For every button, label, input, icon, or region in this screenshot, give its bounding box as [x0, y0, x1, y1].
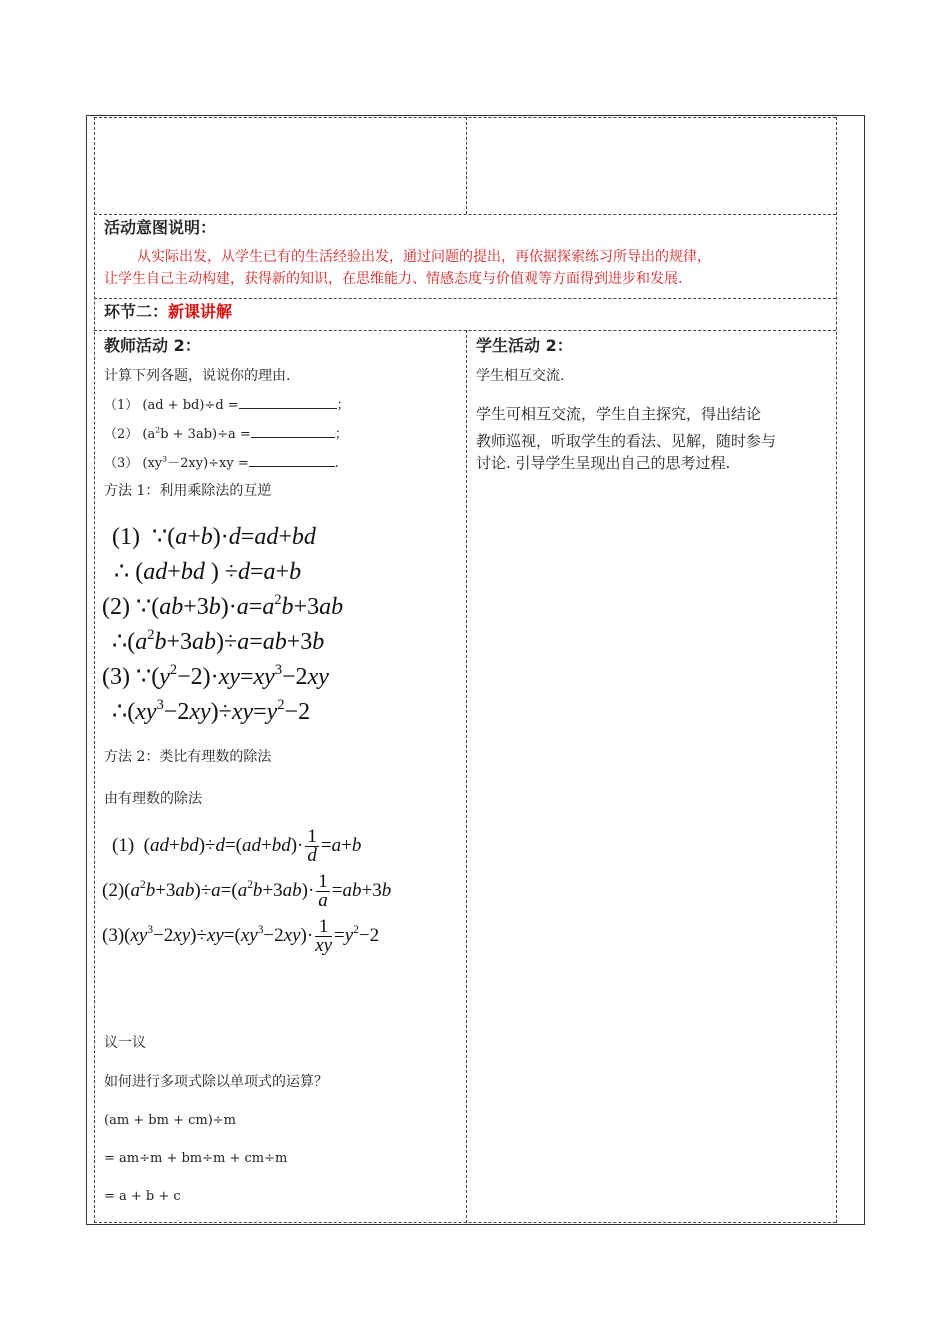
formula-m1-3a: (3) $\because(y^2-2)\cdot xy=xy^3-2xy$: [102, 661, 329, 690]
question-2-sup: 2: [155, 425, 161, 435]
question-3-text-b: －2xy)÷xy =: [167, 456, 249, 471]
answer-blank-3[interactable]: [249, 454, 335, 467]
student-line-2: 学生可相互交流，学生自主探究，得出结论: [476, 405, 762, 423]
inner-left-dash: [94, 117, 95, 1223]
question-3-text-a: （3） (xy: [104, 456, 163, 471]
method-2-label: 方法 2：类比有理数的除法: [104, 749, 272, 765]
formula-m1-1b: ∴ (ad+bd ) ÷d=a+b: [114, 559, 302, 585]
student-heading: 学生活动 2：: [476, 336, 573, 355]
table-right-border: [864, 115, 865, 1225]
question-3-sup: 3: [162, 454, 168, 464]
inner-right-dash: [836, 117, 837, 1223]
answer-blank-2[interactable]: [251, 425, 335, 438]
formula-m1-2b: $\therefore(a^2b+3ab)\div a=ab+3b$: [112, 626, 325, 655]
derivation-step-3: = a + b + c: [104, 1189, 181, 1204]
formula-m1-3b: $\therefore(xy^3-2xy)\div xy=y^2-2$: [112, 696, 311, 725]
answer-blank-1[interactable]: [239, 396, 337, 409]
section-label: [104, 303, 232, 321]
teacher-intro: 计算下列各题，说说你的理由.: [104, 368, 291, 384]
question-1-end: ；: [336, 398, 350, 413]
table-left-border: [86, 115, 87, 1225]
row1-divider: [466, 117, 467, 214]
question-2-text-a: （2） (a: [104, 427, 156, 442]
discuss-label: 议一议: [104, 1035, 146, 1051]
teacher-heading: 教师活动 2：: [104, 336, 201, 355]
by-rational-label: 由有理数的除法: [104, 791, 202, 807]
formula-m1-1a: (1) ∵(a+b)·d=ad+bd: [112, 524, 316, 550]
formula-m2-3: $(3)(xy^3-2xy)\div xy=(xy^3-2xy)\cdot$ $\frac{1}{xy}$ $=y^2-2$: [102, 916, 380, 956]
section-title: 新课讲解: [168, 302, 233, 321]
student-line-1: 学生相互交流.: [476, 368, 565, 384]
method-1-label: 方法 1：利用乘除法的互逆: [104, 483, 272, 499]
row1-top: [94, 117, 836, 118]
student-line-3: 教师巡视，听取学生的看法、见解，随时参与: [476, 432, 777, 450]
row2-top: [94, 214, 836, 215]
question-2: [104, 425, 348, 444]
question-1-text: （1） (ad + bd)÷d =: [104, 398, 239, 413]
row4-divider: [466, 330, 467, 1223]
question-3: [104, 454, 339, 473]
student-line-4: 讨论. 引导学生呈现出自己的思考过程.: [476, 454, 731, 472]
table-bottom-border: [86, 1224, 865, 1225]
activity-intent-line1: 从实际出发，从学生已有的生活经验出发，通过问题的提出，再依据探索练习所导出的规律，: [137, 249, 711, 265]
question-3-end: .: [334, 456, 339, 471]
question-2-text-b: b + 3ab)÷a =: [160, 427, 251, 442]
discuss-question: 如何进行多项式除以单项式的运算？: [104, 1074, 328, 1090]
row4-top: [94, 330, 836, 331]
question-2-end: ；: [334, 427, 348, 442]
row3-top: [94, 298, 836, 299]
activity-intent-heading: 活动意图说明：: [104, 218, 217, 237]
section-label-text: 环节二：: [104, 302, 169, 321]
activity-intent-line2: 让学生自己主动构建，获得新的知识，在思维能力、情感态度与价值观等方面得到进步和发展.: [104, 271, 683, 287]
row4-bottom: [94, 1222, 836, 1223]
question-1: [104, 396, 350, 415]
derivation-step-1: (am + bm + cm)÷m: [104, 1113, 237, 1128]
formula-m2-2: $(2)(a^2b+3ab)\div a=(a^2b+3ab)\cdot$ $\frac{1}{a}$ =ab+3b: [102, 871, 392, 911]
table-top-border: [86, 115, 865, 116]
derivation-step-2: = am÷m + bm÷m + cm÷m: [104, 1151, 288, 1166]
formula-m2-1: (1) (ad+bd)÷d=(ad+bd)· $\frac{1}{d}$ =a+b: [112, 826, 362, 866]
formula-m1-2a: (2) $\because(ab+3b)\cdot a=a^2b+3ab$: [102, 591, 344, 620]
